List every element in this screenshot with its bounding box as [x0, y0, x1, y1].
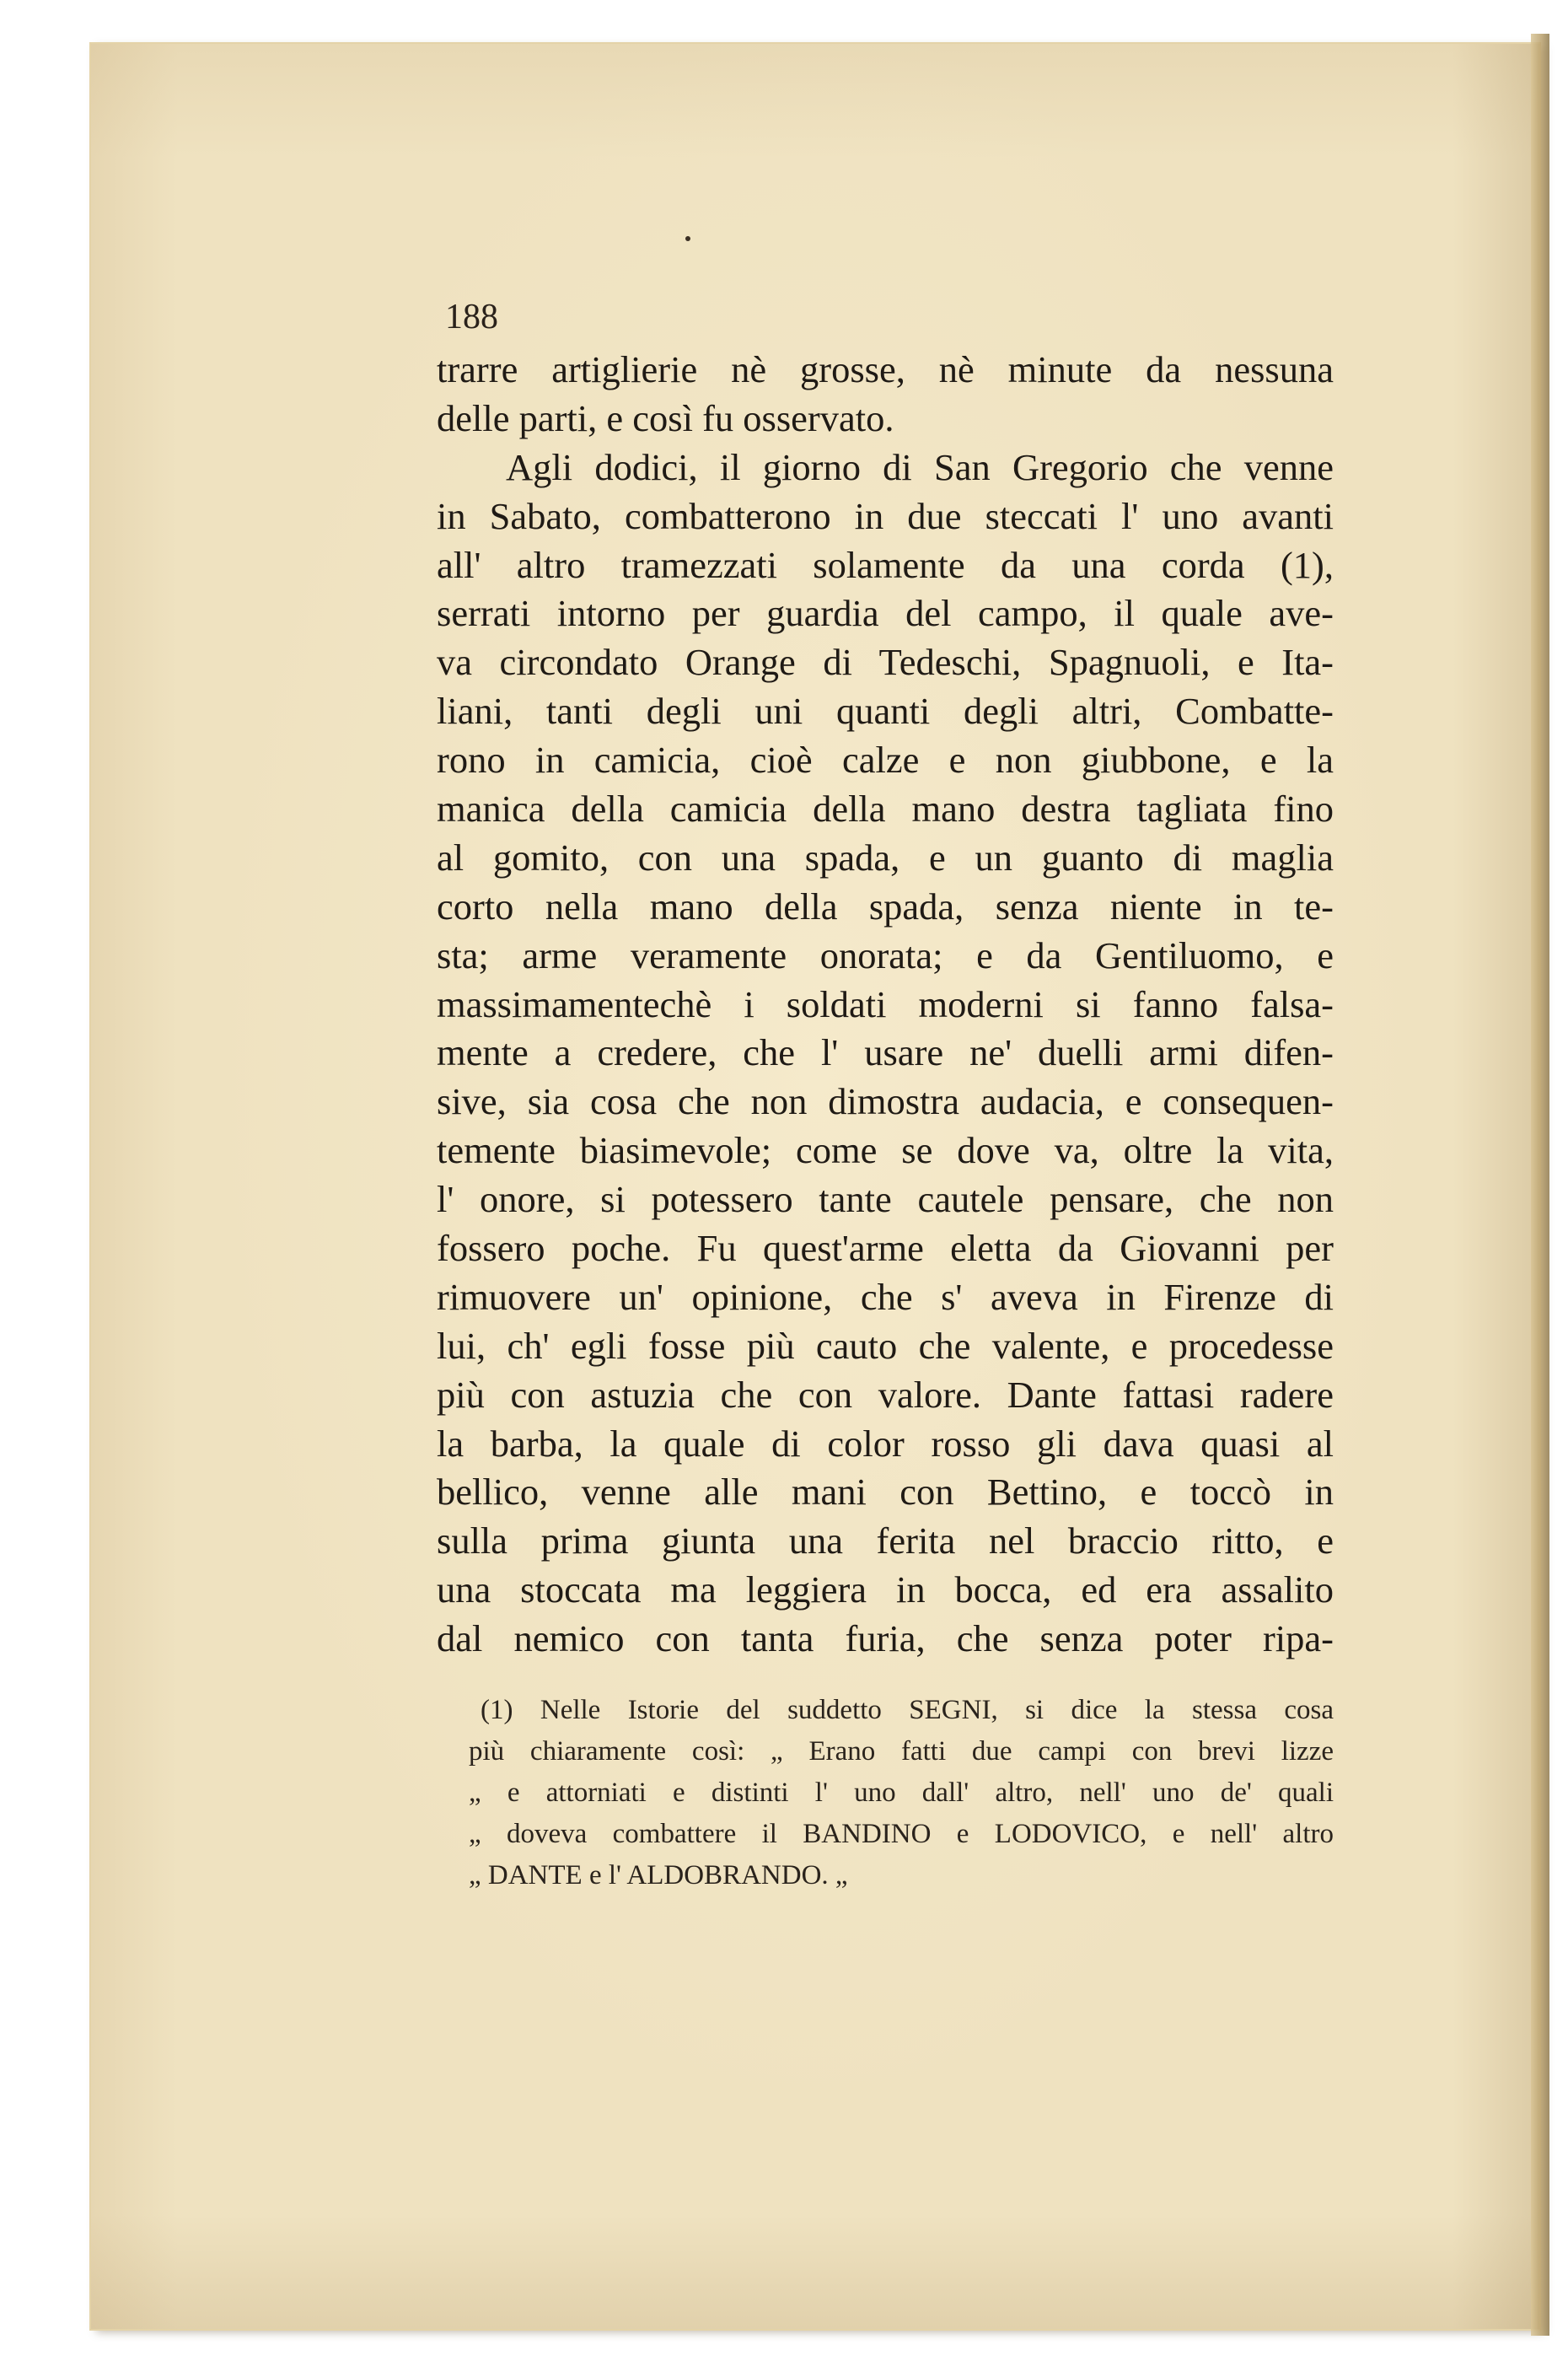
footnote-line: (1) Nelle Istorie del suddetto SEGNI, si dice la stessa cosa	[481, 1695, 1334, 1725]
ink-speck	[685, 236, 690, 241]
text-line: corto nella mano della spada, senza niente in te-	[437, 885, 1334, 928]
text-line: massimamentechè i soldati moderni si fanno falsa-	[437, 982, 1334, 1025]
page-number: 188	[445, 298, 498, 336]
text-line: manica della camicia della mano destra tagliata fino	[437, 788, 1334, 831]
text-line: una stoccata ma leggiera in bocca, ed era assalito	[437, 1568, 1334, 1611]
text-line: fossero poche. Fu quest'arme eletta da Giovanni per	[437, 1227, 1334, 1270]
main-text	[437, 346, 1334, 1664]
text-line: rono in camicia, cioè calze e non giubbone, e la	[437, 739, 1334, 782]
text-line: temente biasimevole; come se dove va, oltre la vita,	[437, 1129, 1334, 1172]
text-line: sulla prima giunta una ferita nel braccio ritto, e	[437, 1519, 1334, 1562]
text-line: in Sabato, combatterono in due steccati l' uno avanti	[437, 494, 1334, 537]
text-line: trarre artiglierie nè grosse, nè minute da nessuna	[437, 348, 1334, 390]
text-line: Agli dodici, il giorno di San Gregorio che venne	[506, 445, 1334, 488]
text-line: all' altro tramezzati solamente da una corda (1),	[437, 543, 1334, 586]
text-line: rimuovere un' opinione, che s' aveva in Firenze di	[437, 1275, 1334, 1318]
text-line: mente a credere, che l' usare ne' duelli armi difen-	[437, 1031, 1334, 1074]
text-line: sta; arme veramente onorata; e da Gentiluomo, e	[437, 933, 1334, 976]
text-line: al gomito, con una spada, e un guanto di maglia	[437, 836, 1334, 879]
text-line: serrati intorno per guardia del campo, il quale ave-	[437, 592, 1334, 635]
text-line: sive, sia cosa che non dimostra audacia, e consequen-	[437, 1080, 1334, 1123]
text-line: dal nemico con tanta furia, che senza poter ripa-	[437, 1617, 1334, 1660]
footnote-line: più chiaramente così: „ Erano fatti due campi con brevi lizze	[469, 1736, 1334, 1767]
footnote-line: „ doveva combattere il BANDINO e LODOVICO, e nell' altro	[469, 1819, 1334, 1849]
footnote	[469, 1690, 1334, 1896]
text-line: lui, ch' egli fosse più cauto che valente, e procedesse	[437, 1324, 1334, 1367]
text-line: delle parti, e così fu osservato.	[437, 396, 894, 439]
footnote-line: „ DANTE e l' ALDOBRANDO. „	[469, 1860, 848, 1890]
footnote-line: „ e attorniati e distinti l' uno dall' altro, nell' uno de' quali	[469, 1777, 1334, 1808]
text-line: l' onore, si potessero tante cautele pensare, che non	[437, 1178, 1334, 1221]
text-line: va circondato Orange di Tedeschi, Spagnuoli, e Ita-	[437, 641, 1334, 684]
page-edge-shadow	[1531, 34, 1549, 2336]
text-line: più con astuzia che con valore. Dante fattasi radere	[437, 1373, 1334, 1416]
text-line: liani, tanti degli uni quanti degli altri, Combatte-	[437, 690, 1334, 733]
text-line: bellico, venne alle mani con Bettino, e toccò in	[437, 1471, 1334, 1514]
text-line: la barba, la quale di color rosso gli dava quasi al	[437, 1422, 1334, 1465]
